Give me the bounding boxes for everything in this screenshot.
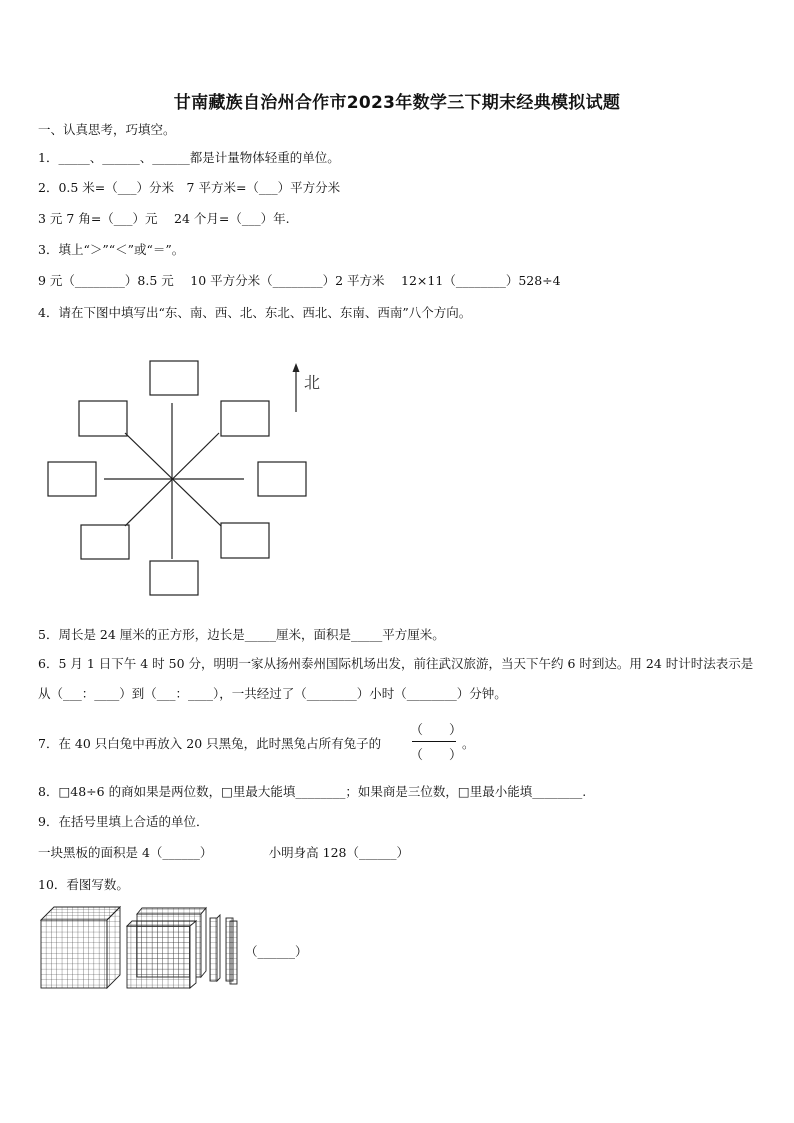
box-se: [221, 523, 269, 558]
question-3: 3．填上“＞”“＜”或“＝”。: [38, 242, 185, 257]
fraction-numerator: （ ）: [410, 723, 463, 738]
hundred-flat-front: [127, 921, 196, 988]
box-n: [150, 361, 198, 395]
question-2b: 3 元 7 角=（___）元 24 个月=（___）年.: [38, 211, 290, 226]
question-7-end: 。: [462, 736, 475, 751]
question-1: 1．_____、______、______都是计量物体轻重的单位。: [38, 150, 340, 165]
question-7: 7．在 40 只白兔中再放入 20 只黑兔，此时黑兔占所有兔子的: [38, 736, 382, 751]
box-ne: [221, 401, 269, 436]
question-9-items: 一块黑板的面积是 4（______） 小明身高 128（______）: [38, 845, 410, 860]
page-title: 甘南藏族自治州合作市2023年数学三下期末经典模拟试题: [173, 93, 621, 113]
box-nw: [79, 401, 127, 436]
question-10: 10．看图写数。: [38, 877, 129, 892]
box-s: [150, 561, 198, 595]
ten-rods: [210, 915, 237, 984]
question-3-items: 9 元（________）8.5 元 10 平方分米（________）2 平方米 12×11（________）528÷4: [38, 273, 561, 288]
compass-diagram: [0, 330, 794, 610]
box-w: [48, 462, 96, 496]
question-5: 5．周长是 24 厘米的正方形，边长是_____厘米，面积是_____平方厘米。: [38, 627, 445, 642]
question-4: 4．请在下图中填写出“东、南、西、北、东北、西北、东南、西南”八个方向。: [38, 305, 472, 320]
question-10-answer: （______）: [245, 944, 308, 959]
question-8: 8．□48÷6 的商如果是两位数，□里最大能填________；如果商是三位数，□里最小能填________.: [38, 784, 587, 799]
box-e: [258, 462, 306, 496]
thousand-cube: [41, 907, 120, 988]
section-heading: 一、认真思考，巧填空。: [38, 122, 176, 137]
base-ten-blocks: [30, 900, 250, 995]
fraction-denominator: （ ）: [410, 748, 463, 763]
box-sw: [81, 525, 129, 559]
north-label: 北: [304, 373, 321, 392]
question-2a: 2．0.5 米=（___）分米 7 平方米=（___）平方分米: [38, 180, 341, 195]
question-6: 6．5 月 1 日下午 4 时 50 分，明明一家从扬州泰州国际机场出发，前往武汉旅游，当天下午约 6 时到达。用 24 时计时法表示是从（___：____）到（___：____），一共经过了（________）小时（________）分钟。: [38, 656, 754, 701]
question-9: 9．在括号里填上合适的单位．: [38, 814, 209, 829]
fraction-bar: [412, 741, 456, 742]
fraction: [410, 718, 463, 766]
north-arrow-head: [293, 363, 300, 372]
